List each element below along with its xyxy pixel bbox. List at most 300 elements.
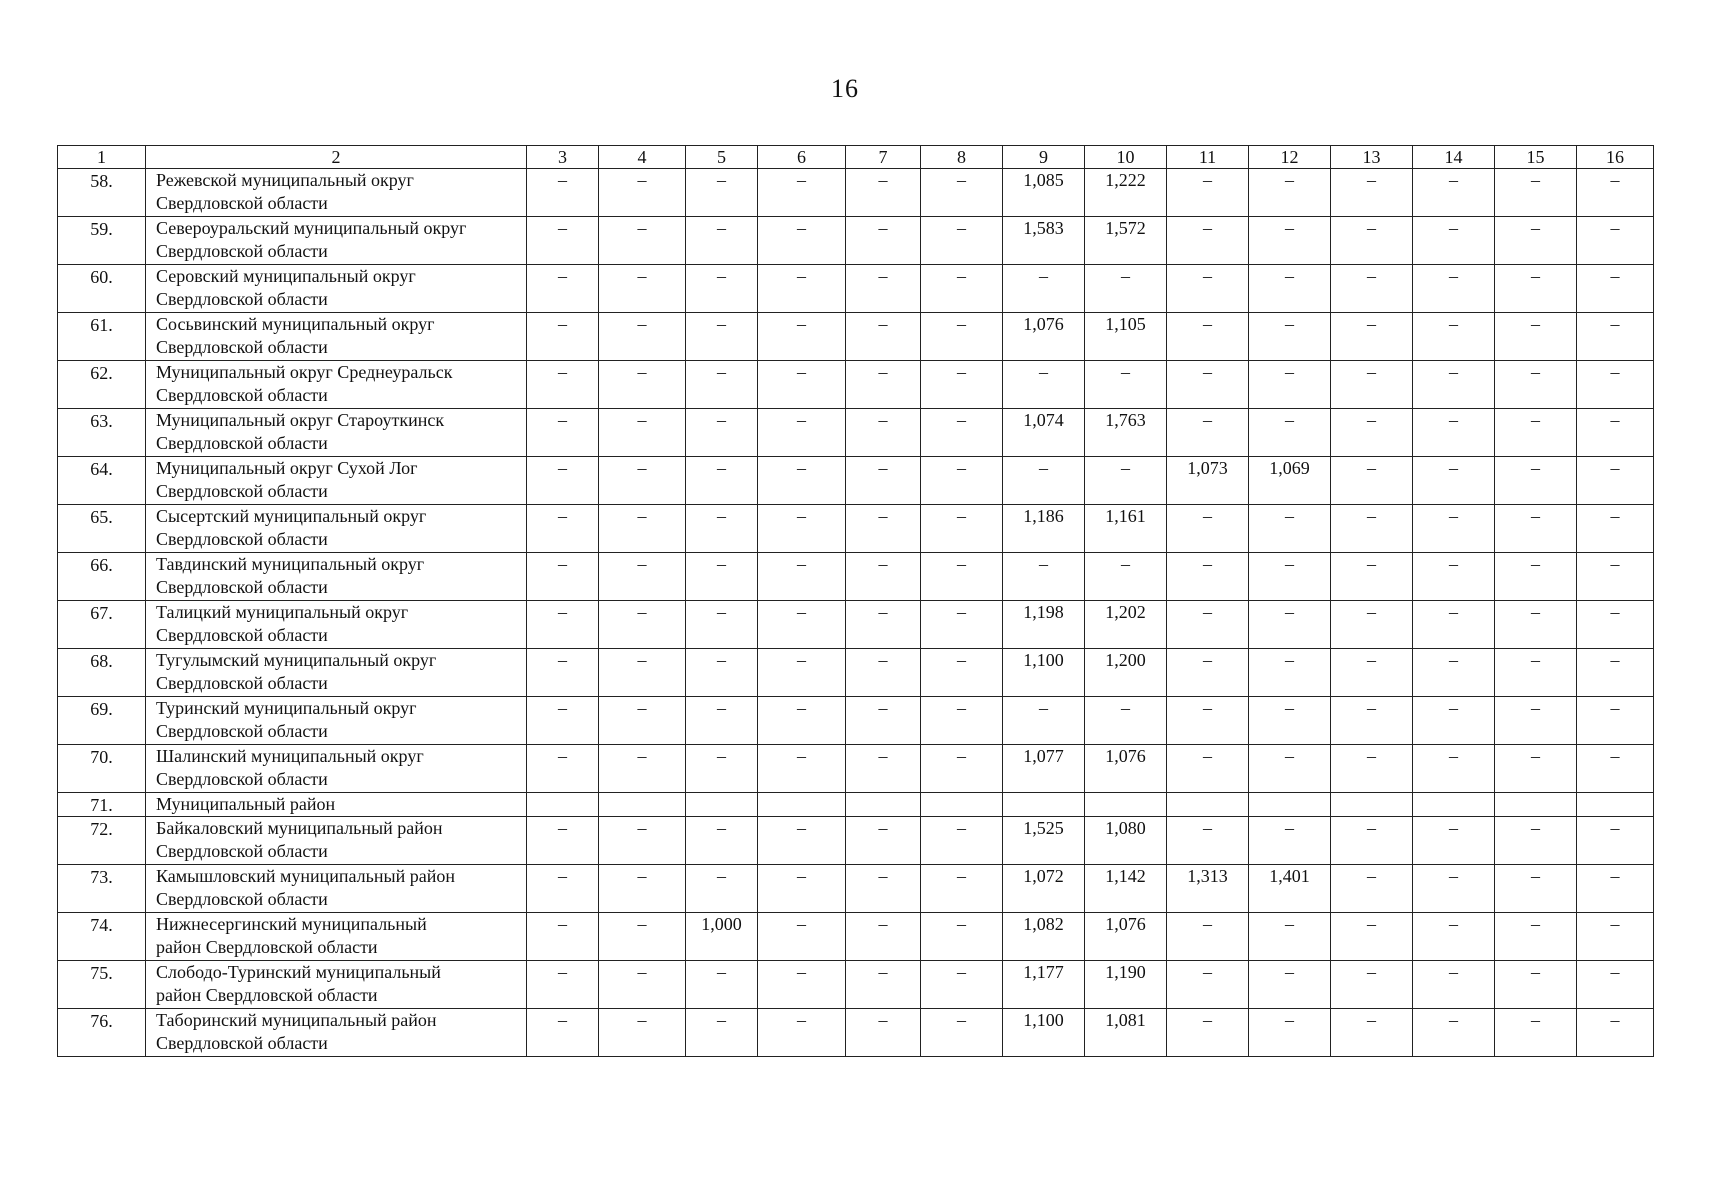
value-cell: – — [758, 865, 846, 913]
value-cell: – — [527, 169, 599, 217]
value-cell: 1,100 — [1003, 1009, 1085, 1057]
value-cell: – — [686, 865, 758, 913]
municipality-name-line: Сосьвинский муниципальный округ — [156, 314, 435, 334]
value-cell: – — [1413, 265, 1495, 313]
municipality-name-line: Североуральский муниципальный округ — [156, 218, 467, 238]
value-cell: – — [758, 697, 846, 745]
column-header-cell: 11 — [1167, 146, 1249, 169]
value-cell: – — [1331, 505, 1413, 553]
value-cell: – — [1331, 313, 1413, 361]
value-cell: – — [1413, 361, 1495, 409]
municipality-name-cell — [146, 505, 527, 553]
municipality-name-line: Муниципальный округ Староуткинск — [156, 410, 445, 430]
value-cell: – — [1249, 553, 1331, 601]
table-row — [58, 505, 1654, 553]
value-cell: – — [846, 817, 921, 865]
value-cell: – — [686, 817, 758, 865]
value-cell: – — [1495, 217, 1577, 265]
value-cell: – — [758, 457, 846, 505]
value-cell: – — [599, 1009, 686, 1057]
value-cell: – — [1413, 913, 1495, 961]
value-cell: – — [686, 313, 758, 361]
value-cell — [758, 793, 846, 817]
table-row — [58, 865, 1654, 913]
column-header-cell: 15 — [1495, 146, 1577, 169]
value-cell: – — [846, 265, 921, 313]
value-cell: – — [686, 505, 758, 553]
value-cell: 1,142 — [1085, 865, 1167, 913]
value-cell — [686, 793, 758, 817]
value-cell: – — [599, 553, 686, 601]
municipality-name-cell — [146, 217, 527, 265]
value-cell: 1,222 — [1085, 169, 1167, 217]
value-cell: 1,069 — [1249, 457, 1331, 505]
municipality-name-line: Свердловской области — [156, 841, 328, 861]
column-header-cell: 7 — [846, 146, 921, 169]
column-header-cell: 9 — [1003, 146, 1085, 169]
value-cell: – — [758, 745, 846, 793]
value-cell: – — [1249, 361, 1331, 409]
value-cell: – — [527, 913, 599, 961]
value-cell: – — [1413, 745, 1495, 793]
value-cell: – — [1495, 553, 1577, 601]
row-number-cell: 73. — [58, 865, 146, 913]
value-cell: – — [1167, 217, 1249, 265]
value-cell: – — [1413, 865, 1495, 913]
value-cell: – — [921, 457, 1003, 505]
value-cell: – — [1331, 865, 1413, 913]
value-cell — [1167, 793, 1249, 817]
value-cell: – — [527, 649, 599, 697]
value-cell: – — [1331, 265, 1413, 313]
value-cell — [1249, 793, 1331, 817]
municipality-name-line: Муниципальный округ Сухой Лог — [156, 458, 418, 478]
value-cell: – — [1167, 817, 1249, 865]
value-cell: – — [1167, 505, 1249, 553]
value-cell: – — [599, 913, 686, 961]
value-cell: – — [599, 169, 686, 217]
value-cell: – — [686, 553, 758, 601]
municipality-name-cell — [146, 1009, 527, 1057]
value-cell: 1,100 — [1003, 649, 1085, 697]
municipality-name-line: Свердловской области — [156, 337, 328, 357]
municipality-name-line: Свердловской области — [156, 481, 328, 501]
value-cell: 1,200 — [1085, 649, 1167, 697]
value-cell: – — [1167, 961, 1249, 1009]
value-cell — [1085, 793, 1167, 817]
value-cell: – — [1003, 265, 1085, 313]
value-cell: 1,074 — [1003, 409, 1085, 457]
value-cell: – — [1495, 313, 1577, 361]
value-cell: – — [1413, 505, 1495, 553]
value-cell: – — [1577, 553, 1654, 601]
value-cell: – — [921, 913, 1003, 961]
value-cell: – — [846, 1009, 921, 1057]
value-cell: – — [686, 745, 758, 793]
value-cell: – — [1577, 505, 1654, 553]
value-cell: – — [1167, 265, 1249, 313]
column-header-cell: 5 — [686, 146, 758, 169]
value-cell: – — [921, 265, 1003, 313]
municipality-name-line: Свердловской области — [156, 193, 328, 213]
value-cell: – — [1495, 649, 1577, 697]
value-cell — [1577, 793, 1654, 817]
value-cell: – — [1413, 217, 1495, 265]
municipality-name-cell — [146, 457, 527, 505]
value-cell: – — [1167, 649, 1249, 697]
row-number-cell: 62. — [58, 361, 146, 409]
row-number-cell: 65. — [58, 505, 146, 553]
row-number-cell: 64. — [58, 457, 146, 505]
value-cell: – — [1331, 649, 1413, 697]
value-cell: – — [921, 745, 1003, 793]
value-cell: – — [686, 697, 758, 745]
value-cell: – — [846, 745, 921, 793]
value-cell: – — [1495, 1009, 1577, 1057]
municipality-name-line: Свердловской области — [156, 385, 328, 405]
municipality-name-line: Туринский муниципальный округ — [156, 698, 417, 718]
value-cell: – — [527, 961, 599, 1009]
table-row — [58, 457, 1654, 505]
municipality-name-line: Режевской муниципальный округ — [156, 170, 414, 190]
municipality-name-line: Муниципальный округ Среднеуральск — [156, 362, 453, 382]
value-cell: – — [1577, 1009, 1654, 1057]
data-table — [57, 145, 1654, 1057]
value-cell: – — [1167, 169, 1249, 217]
municipality-name-cell — [146, 649, 527, 697]
value-cell: 1,525 — [1003, 817, 1085, 865]
value-cell: – — [1003, 361, 1085, 409]
value-cell: – — [527, 601, 599, 649]
table-body — [58, 146, 1654, 1057]
municipality-name-cell — [146, 361, 527, 409]
value-cell: – — [1495, 361, 1577, 409]
value-cell: 1,177 — [1003, 961, 1085, 1009]
value-cell: 1,000 — [686, 913, 758, 961]
value-cell: 1,190 — [1085, 961, 1167, 1009]
value-cell: – — [527, 1009, 599, 1057]
value-cell: – — [527, 265, 599, 313]
value-cell: – — [921, 409, 1003, 457]
value-cell: – — [1085, 553, 1167, 601]
value-cell: – — [846, 553, 921, 601]
municipality-name-line: Слободо-Туринский муниципальный — [156, 962, 441, 982]
value-cell: – — [1577, 601, 1654, 649]
value-cell: – — [527, 409, 599, 457]
row-number-cell: 75. — [58, 961, 146, 1009]
value-cell: – — [1167, 361, 1249, 409]
value-cell: – — [1085, 361, 1167, 409]
value-cell: – — [1495, 265, 1577, 313]
value-cell: – — [1167, 745, 1249, 793]
row-number-cell: 71. — [58, 793, 146, 817]
value-cell: – — [599, 745, 686, 793]
value-cell: 1,186 — [1003, 505, 1085, 553]
value-cell: – — [1249, 1009, 1331, 1057]
value-cell — [1495, 793, 1577, 817]
municipality-name-line: Байкаловский муниципальный район — [156, 818, 443, 838]
table-row — [58, 649, 1654, 697]
municipality-name-line: Свердловской области — [156, 721, 328, 741]
table-row — [58, 601, 1654, 649]
value-cell: – — [1249, 169, 1331, 217]
value-cell: – — [1495, 409, 1577, 457]
municipality-name-cell — [146, 265, 527, 313]
value-cell: – — [1577, 649, 1654, 697]
value-cell: – — [686, 409, 758, 457]
value-cell: – — [1413, 601, 1495, 649]
table-row — [58, 817, 1654, 865]
value-cell: – — [1331, 601, 1413, 649]
row-number-cell: 72. — [58, 817, 146, 865]
value-cell — [527, 793, 599, 817]
value-cell: – — [527, 361, 599, 409]
column-header-cell: 16 — [1577, 146, 1654, 169]
value-cell: 1,073 — [1167, 457, 1249, 505]
municipality-name-line: Свердловской области — [156, 529, 328, 549]
value-cell: – — [758, 649, 846, 697]
value-cell: – — [1249, 313, 1331, 361]
value-cell: – — [1249, 409, 1331, 457]
value-cell: – — [846, 865, 921, 913]
value-cell: – — [921, 865, 1003, 913]
value-cell — [1331, 793, 1413, 817]
table-row — [58, 553, 1654, 601]
value-cell: – — [1331, 457, 1413, 505]
value-cell: – — [758, 169, 846, 217]
municipality-name-line: Сысертский муниципальный округ — [156, 506, 427, 526]
value-cell: – — [1577, 409, 1654, 457]
table-row — [58, 313, 1654, 361]
value-cell: – — [1167, 409, 1249, 457]
value-cell: – — [846, 913, 921, 961]
municipality-name-cell — [146, 913, 527, 961]
row-number-cell: 58. — [58, 169, 146, 217]
value-cell: – — [527, 505, 599, 553]
value-cell: 1,076 — [1085, 745, 1167, 793]
value-cell: – — [1577, 457, 1654, 505]
value-cell: – — [758, 265, 846, 313]
value-cell: – — [1495, 505, 1577, 553]
municipality-name-line: Тавдинский муниципальный округ — [156, 554, 425, 574]
municipality-name-cell — [146, 865, 527, 913]
value-cell: – — [527, 553, 599, 601]
value-cell: – — [758, 409, 846, 457]
row-number-cell: 66. — [58, 553, 146, 601]
value-cell: – — [1331, 913, 1413, 961]
value-cell: – — [1577, 913, 1654, 961]
table-row — [58, 409, 1654, 457]
value-cell: – — [1495, 961, 1577, 1009]
value-cell: – — [758, 817, 846, 865]
value-cell: – — [921, 1009, 1003, 1057]
value-cell: – — [1003, 553, 1085, 601]
value-cell — [1003, 793, 1085, 817]
municipality-name-cell — [146, 793, 527, 817]
value-cell: – — [1577, 313, 1654, 361]
column-header-cell: 12 — [1249, 146, 1331, 169]
value-cell: – — [1167, 601, 1249, 649]
value-cell: – — [758, 913, 846, 961]
value-cell: – — [1331, 169, 1413, 217]
value-cell: – — [1085, 697, 1167, 745]
municipality-name-cell — [146, 745, 527, 793]
value-cell — [1413, 793, 1495, 817]
municipality-name-line: Тугулымский муниципальный округ — [156, 650, 437, 670]
row-number-cell: 70. — [58, 745, 146, 793]
table-row — [58, 913, 1654, 961]
section-row — [58, 793, 1654, 817]
value-cell: – — [527, 217, 599, 265]
value-cell: 1,072 — [1003, 865, 1085, 913]
value-cell: – — [1003, 697, 1085, 745]
value-cell: – — [599, 457, 686, 505]
value-cell: – — [921, 217, 1003, 265]
value-cell: – — [599, 217, 686, 265]
value-cell: 1,085 — [1003, 169, 1085, 217]
value-cell: – — [1495, 745, 1577, 793]
value-cell: – — [1085, 265, 1167, 313]
value-cell: – — [1331, 409, 1413, 457]
value-cell: – — [1577, 745, 1654, 793]
value-cell: 1,076 — [1085, 913, 1167, 961]
column-header-cell: 3 — [527, 146, 599, 169]
table-row — [58, 1009, 1654, 1057]
page-number: 16 — [831, 74, 859, 103]
value-cell: – — [921, 169, 1003, 217]
value-cell: – — [846, 313, 921, 361]
value-cell: 1,080 — [1085, 817, 1167, 865]
value-cell: – — [686, 961, 758, 1009]
value-cell: – — [846, 649, 921, 697]
value-cell: – — [1495, 865, 1577, 913]
municipality-name-line: Нижнесергинский муниципальный — [156, 914, 427, 934]
municipality-name-line: Свердловской области — [156, 625, 328, 645]
municipality-name-cell — [146, 697, 527, 745]
municipality-name-line: Муниципальный район — [156, 794, 336, 814]
value-cell: – — [1495, 457, 1577, 505]
value-cell: – — [1495, 697, 1577, 745]
municipality-name-line: Талицкий муниципальный округ — [156, 602, 409, 622]
column-header-cell: 14 — [1413, 146, 1495, 169]
row-number-cell: 67. — [58, 601, 146, 649]
value-cell: – — [1167, 1009, 1249, 1057]
value-cell: – — [758, 361, 846, 409]
value-cell: – — [1495, 601, 1577, 649]
value-cell: 1,161 — [1085, 505, 1167, 553]
municipality-name-line: Камышловский муниципальный район — [156, 866, 455, 886]
value-cell: – — [1413, 313, 1495, 361]
value-cell: – — [686, 361, 758, 409]
value-cell: – — [1577, 817, 1654, 865]
municipality-name-line: Свердловской области — [156, 577, 328, 597]
value-cell: 1,076 — [1003, 313, 1085, 361]
municipality-name-line: Свердловской области — [156, 433, 328, 453]
value-cell — [846, 793, 921, 817]
value-cell: – — [758, 553, 846, 601]
value-cell: – — [686, 217, 758, 265]
value-cell: – — [846, 505, 921, 553]
value-cell: – — [921, 553, 1003, 601]
value-cell: – — [1413, 553, 1495, 601]
value-cell: 1,763 — [1085, 409, 1167, 457]
value-cell: – — [599, 865, 686, 913]
column-header-cell: 2 — [146, 146, 527, 169]
row-number-cell: 59. — [58, 217, 146, 265]
value-cell: – — [846, 409, 921, 457]
municipality-name-cell — [146, 409, 527, 457]
value-cell: – — [1577, 217, 1654, 265]
municipality-name-cell — [146, 169, 527, 217]
value-cell: – — [1249, 913, 1331, 961]
value-cell: – — [686, 169, 758, 217]
value-cell: – — [599, 697, 686, 745]
value-cell: – — [921, 601, 1003, 649]
value-cell: 1,313 — [1167, 865, 1249, 913]
value-cell: – — [1413, 457, 1495, 505]
value-cell: 1,105 — [1085, 313, 1167, 361]
column-header-cell: 13 — [1331, 146, 1413, 169]
municipality-name-cell — [146, 313, 527, 361]
row-number-cell: 69. — [58, 697, 146, 745]
value-cell: – — [599, 961, 686, 1009]
value-cell: 1,198 — [1003, 601, 1085, 649]
value-cell: – — [1413, 649, 1495, 697]
value-cell: – — [758, 601, 846, 649]
value-cell: – — [1495, 817, 1577, 865]
value-cell: – — [758, 505, 846, 553]
municipality-name-line: Свердловской области — [156, 673, 328, 693]
value-cell: – — [1331, 817, 1413, 865]
value-cell: – — [1167, 697, 1249, 745]
value-cell: – — [921, 649, 1003, 697]
value-cell: – — [1495, 169, 1577, 217]
value-cell: – — [527, 457, 599, 505]
value-cell: – — [1167, 553, 1249, 601]
value-cell: – — [846, 169, 921, 217]
value-cell: – — [527, 697, 599, 745]
value-cell: – — [758, 961, 846, 1009]
row-number-cell: 61. — [58, 313, 146, 361]
value-cell: – — [599, 817, 686, 865]
value-cell: – — [1331, 961, 1413, 1009]
table-row — [58, 217, 1654, 265]
value-cell: – — [921, 361, 1003, 409]
municipality-name-line: Свердловской области — [156, 289, 328, 309]
value-cell — [921, 793, 1003, 817]
value-cell: – — [1249, 217, 1331, 265]
value-cell: – — [921, 313, 1003, 361]
value-cell: 1,583 — [1003, 217, 1085, 265]
value-cell: – — [846, 601, 921, 649]
value-cell: – — [1249, 961, 1331, 1009]
value-cell: – — [1331, 217, 1413, 265]
value-cell: – — [527, 745, 599, 793]
value-cell: – — [599, 649, 686, 697]
municipality-name-cell — [146, 961, 527, 1009]
value-cell: – — [599, 505, 686, 553]
value-cell: 1,202 — [1085, 601, 1167, 649]
column-number-header-row — [58, 146, 1654, 169]
column-header-cell: 4 — [599, 146, 686, 169]
table-row — [58, 961, 1654, 1009]
value-cell: – — [1413, 409, 1495, 457]
value-cell: – — [1495, 913, 1577, 961]
value-cell: – — [846, 697, 921, 745]
value-cell: – — [1413, 817, 1495, 865]
row-number-cell: 60. — [58, 265, 146, 313]
value-cell: – — [758, 313, 846, 361]
